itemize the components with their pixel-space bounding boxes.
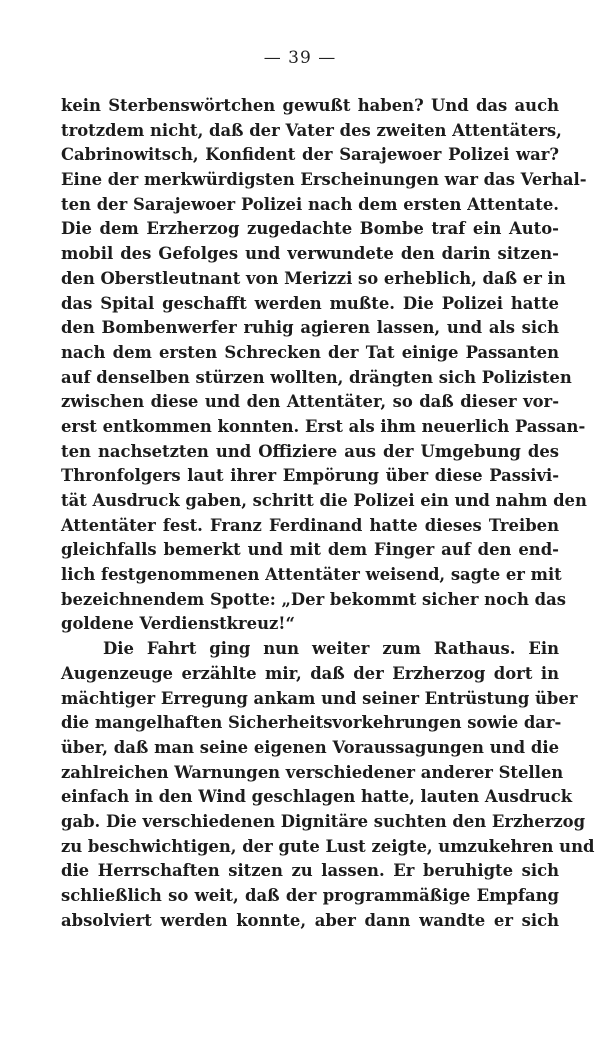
text-line: mächtiger Erregung ankam und seiner Entrüstung über [61, 688, 578, 708]
body-text [61, 94, 595, 933]
text-line: trotzdem nicht, daß der Vater des zweiten Attentäters, [61, 120, 562, 140]
text-line: den Bombenwerfer ruhig agieren lassen, und als sich [61, 318, 559, 338]
text-line: schließlich so weit, daß der programmäßige Empfang [61, 886, 559, 905]
text-line: das Spital geschafft werden mußte. Die Polizei hatte [61, 293, 559, 313]
text-line: absolviert werden konnte, aber dann wandte er sich [61, 910, 559, 930]
text-line: mobil des Gefolges und verwundete den darin sitzen- [61, 244, 559, 264]
text-line: nach dem ersten Schrecken der Tat einige Passanten [61, 342, 559, 362]
text-line: erst entkommen konnten. Erst als ihm neuerlich Passan- [61, 416, 586, 436]
text-line: zu beschwichtigen, der gute Lust zeigte, umzukehren und [61, 836, 595, 856]
text-line: ten nachsetzten und Offiziere aus der Umgebung des [61, 441, 559, 461]
text-line: Die Fahrt ging nun weiter zum Rathaus. Ein [103, 639, 559, 659]
text-line: über, daß man seine eigenen Voraussagungen und die [61, 737, 559, 757]
text-line: gleichfalls bemerkt und mit dem Finger auf den end- [61, 540, 559, 560]
text-line: kein Sterbenswörtchen gewußt haben? Und das auch [61, 96, 559, 115]
text-line: Thronfolgers laut ihrer Empörung über diese Passivi- [61, 466, 559, 486]
text-line: Eine der merkwürdigsten Erscheinungen war das Verhal- [61, 170, 587, 190]
text-line: zahlreichen Warnungen verschiedener anderer Stellen [61, 762, 564, 782]
text-line: Cabrinowitsch, Konfident der Sarajewoer Polizei war? [61, 145, 559, 165]
text-line: goldene Verdienstkreuz!“ [61, 614, 295, 634]
text-line: einfach in den Wind geschlagen hatte, lauten Ausdruck [61, 787, 573, 807]
text-line: zwischen diese und den Attentäter, so daß dieser vor- [61, 392, 559, 412]
text-line: ten der Sarajewoer Polizei nach dem ersten Attentate. [61, 194, 559, 214]
text-line: die Herrschaften sitzen zu lassen. Er beruhigte sich [61, 861, 559, 881]
text-line: bezeichnendem Spotte: „Der bekommt sicher noch das [61, 589, 566, 609]
text-line: die mangelhaften Sicherheitsvorkehrungen sowie dar- [61, 713, 562, 733]
text-line: Augenzeuge erzählte mir, daß der Erzherzog dort in [61, 663, 559, 683]
text-line: tät Ausdruck gaben, schritt die Polizei ein und nahm den [61, 491, 587, 510]
text-line: lich festgenommenen Attentäter weisend, sagte er mit [61, 565, 562, 585]
page-number: — 39 — [263, 48, 337, 68]
text-line: auf denselben stürzen wollten, drängten sich Polizisten [61, 367, 572, 387]
text-line: Attentäter fest. Franz Ferdinand hatte dieses Treiben [61, 515, 559, 535]
text-line: gab. Die verschiedenen Dignitäre suchten den Erzherzog [61, 811, 586, 831]
text-line: Die dem Erzherzog zugedachte Bombe traf ein Auto- [61, 219, 559, 239]
text-line: den Oberstleutnant von Merizzi so erheblich, daß er in [61, 268, 566, 288]
